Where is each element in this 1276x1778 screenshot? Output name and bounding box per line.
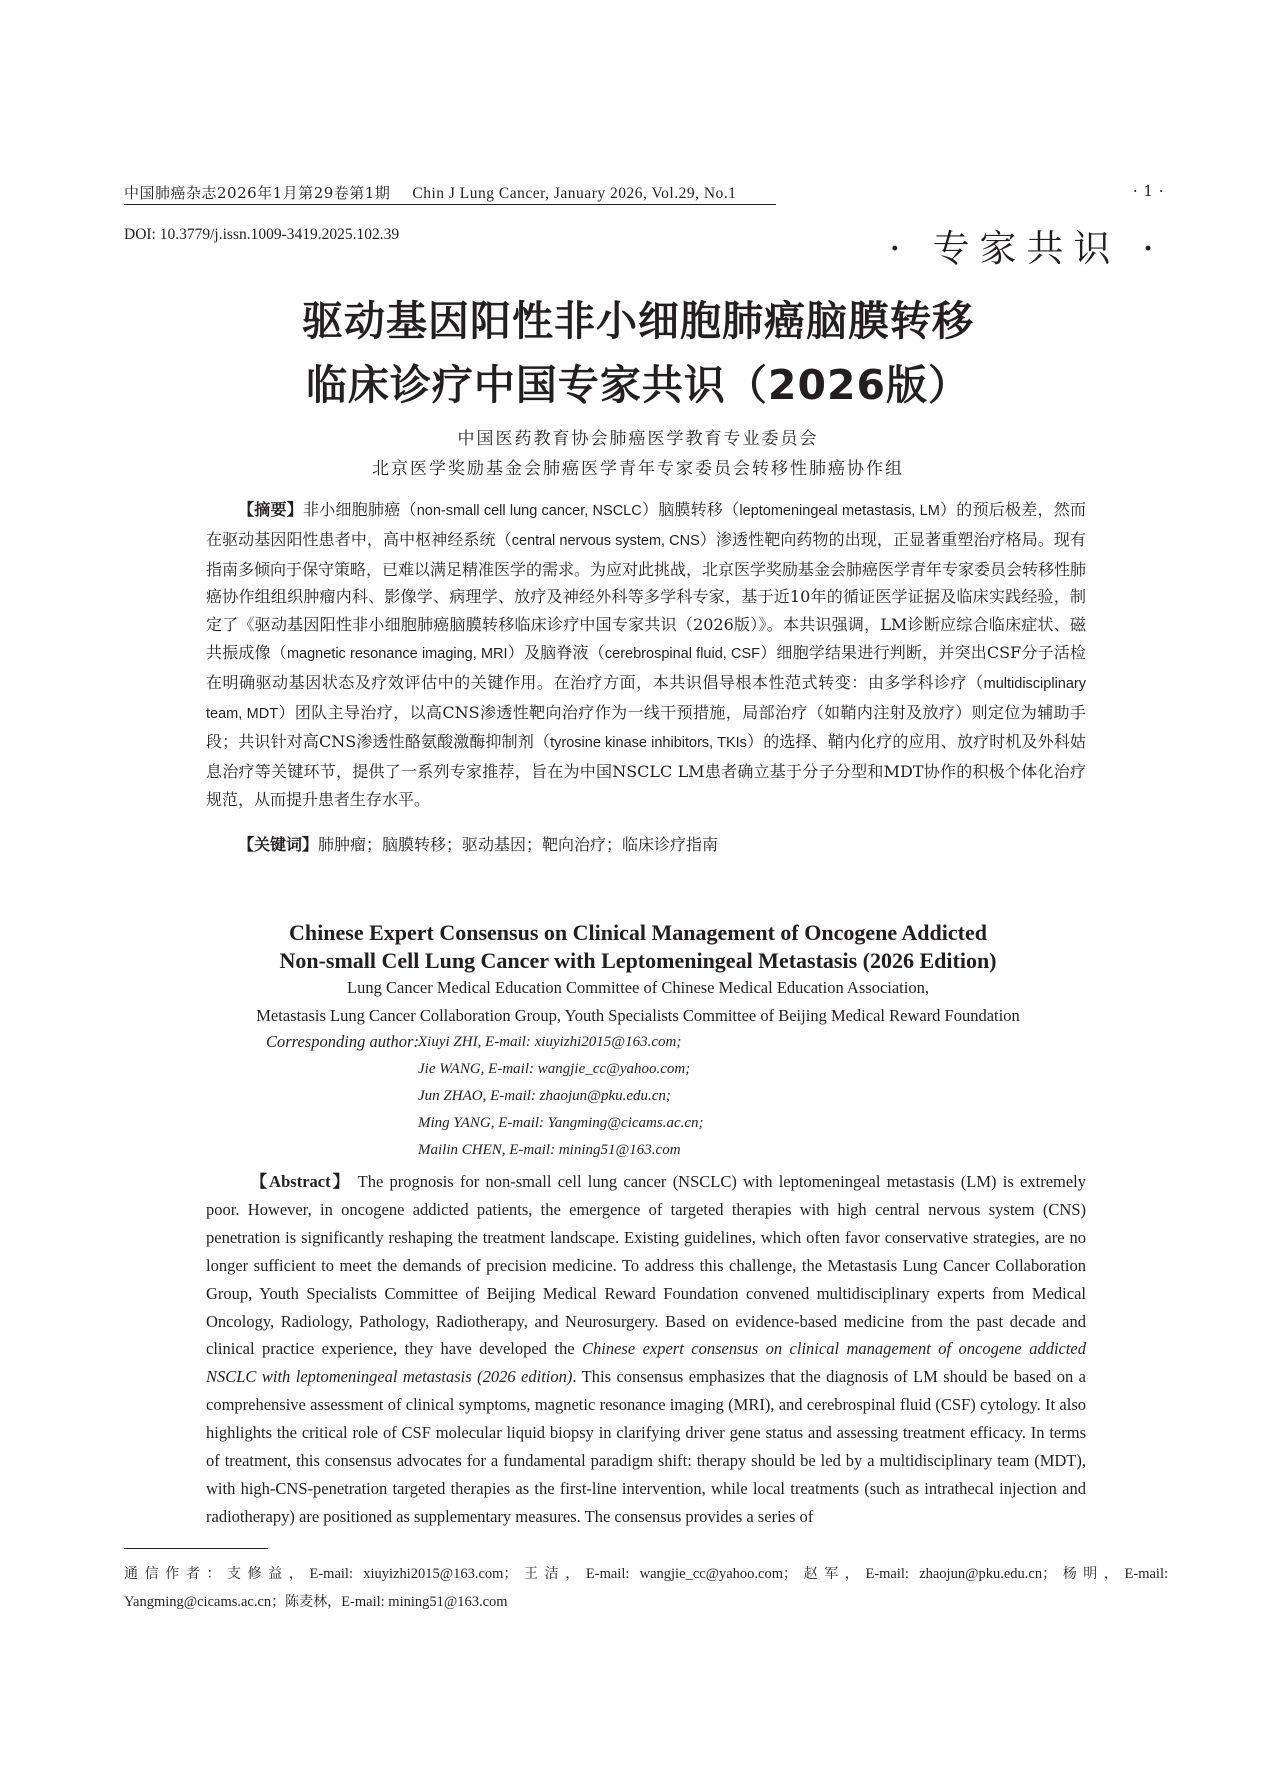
journal-name-cn: 中国肺癌杂志2026年1月第29卷第1期 (124, 184, 391, 202)
corresponding-author: Jie WANG, E-mail: wangjie_cc@yahoo.com; (418, 1061, 691, 1077)
abstract-cn-term: magnetic resonance imaging, MRI (286, 645, 508, 662)
abstract-cn-text: 非小细胞肺癌（ (302, 500, 417, 519)
abstract-cn-text: ）团队主导治疗，以高CNS渗透性靶向治疗作为一线干预措施，局部治疗（如鞘内注射及放疗）则定位为辅助手段；共识针对高CNS渗透性酪氨酸激酶抑制剂（ (206, 702, 1086, 752)
corresponding-author: Jun ZHAO, E-mail: zhaojun@pku.edu.cn; (418, 1088, 671, 1104)
abstract-cn-term: central nervous system, CNS (511, 532, 700, 549)
running-head-rule (124, 204, 776, 205)
footnote-text: ；王洁， (503, 1566, 586, 1582)
footnote-text: ；杨明， (1042, 1566, 1125, 1582)
abstract-cn (206, 496, 1086, 814)
page-number: · 1 · (1132, 182, 1164, 200)
footnote (124, 1560, 1168, 1616)
author-org-cn-1: 中国医药教育协会肺癌医学教育专业委员会 (457, 429, 819, 449)
corresponding-author: Ming YANG, E-mail: Yangming@cicams.ac.cn; (418, 1115, 704, 1131)
abstract-cn-text: ）的预后极差，然而在驱动基因阳性患者中，高中枢神经系统（ (206, 500, 1086, 549)
abstract-cn-term: multidisciplinary team, MDT (206, 675, 1086, 722)
abstract-cn-term: cerebrospinal fluid, CSF (604, 645, 761, 662)
abstract-en (206, 1168, 1086, 1531)
author-org-cn-2: 北京医学奖励基金会肺癌医学青年专家委员会转移性肺癌协作组 (372, 459, 904, 479)
title-cn-line2: 临床诊疗中国专家共识（2026版） (305, 361, 971, 409)
keywords-cn-label: 【关键词】 (238, 835, 319, 854)
affiliation-en-1: Lung Cancer Medical Education Committee of Chinese Medical Education Association, (347, 978, 929, 997)
journal-info (124, 182, 736, 203)
abstract-cn-text: ）渗透性靶向药物的出现，正显著重塑治疗格局。现有指南多倾向于保守策略，已难以满足精准医学的需求。为应对此挑战，北京医学奖励基金会肺癌医学青年专家委员会转移性肺癌协作组组织肿瘤内科、影像学、病理学、放疗及神经外科等多学科专家，基于近10年的循证医学证据及临床实践经验，制定了《驱动基因阳性非小细胞肺癌脑膜转移临床诊疗中国专家共识（2026版）》。本共识强调，LM诊断应综合临床症状、磁共振成像（ (206, 529, 1087, 662)
title-en-line1: Chinese Expert Consensus on Clinical Management of Oncogene Addicted (289, 920, 987, 945)
footnote-rule (124, 1548, 268, 1549)
footnote-email[interactable]: E-mail: xiuyizhi2015@163.com (309, 1566, 504, 1582)
title-en-line2: Non-small Cell Lung Cancer with Leptomeningeal Metastasis (2026 Edition) (279, 948, 997, 973)
keywords-cn-text: 肺肿瘤；脑膜转移；驱动基因；靶向治疗；临床诊疗指南 (318, 835, 719, 854)
affiliation-en-2: Metastasis Lung Cancer Collaboration Group, Youth Specialists Committee of Beijing Medical Reward Foundation (256, 1006, 1020, 1025)
column-tag: · 专家共识 · (888, 227, 1164, 270)
keywords-cn (206, 832, 1086, 855)
journal-name-en: Chin J Lung Cancer, January 2026, Vol.29, No.1 (412, 185, 737, 202)
abstract-en-label: 【Abstract】 (250, 1172, 352, 1191)
footnote-email[interactable]: E-mail: mining51@163.com (341, 1594, 508, 1610)
corresponding-author: Xiuyi ZHI, E-mail: xiuyizhi2015@163.com; (418, 1034, 682, 1050)
abstract-cn-text: ）的选择、鞘内化疗的应用、放疗时机及外科姑息治疗等关键环节，提供了一系列专家推荐，旨在为中国NSCLC LM患者确立基于分子分型和MDT协作的积极个体化治疗规范，从而提升患者生存水平。 (206, 732, 1086, 809)
corresponding-author: Mailin CHEN, E-mail: mining51@163.com (418, 1142, 681, 1158)
footnote-text: ；陈麦林， (271, 1594, 342, 1610)
corresponding-author-label: Corresponding author: (266, 1032, 419, 1051)
abstract-en-text: The prognosis for non-small cell lung cancer (NSCLC) with leptomeningeal metastasis (LM) is extremely poor. However, in oncogene addicted patients, the emergence of targeted therapies with high central nervous system (CNS) penetration is significantly reshaping the treatment landscape. Existing guidelines, which often favor conservative strategies, are no longer sufficient to meet the demands of precision medicine. To address this challenge, the Metastasis Lung Cancer Collaboration Group, Youth Specialists Committee of Beijing Medical Reward Foundation convened multidisciplinary experts from Medical Oncology, Radiology, Pathology, Radiotherapy, and Neurosurgery. Based on evidence-based medicine from the past decade and clinical practice experience, they have developed the (206, 1172, 1087, 1359)
abstract-cn-label: 【摘要】 (238, 500, 303, 519)
title-cn-line1: 驱动基因阳性非小细胞肺癌脑膜转移 (302, 297, 974, 345)
abstract-cn-term: non-small cell lung cancer, NSCLC (416, 503, 642, 519)
abstract-en-italic-title: Chinese expert consensus on clinical management of oncogene addicted NSCLC with leptomeningeal metastasis (2026 edition) (206, 1339, 1087, 1387)
abstract-en-text: . This consensus emphasizes that the diagnosis of LM should be based on a comprehensive assessment of clinical symptoms, magnetic resonance imaging (MRI), and cerebrospinal fluid (CSF) cytology. It also highlights the critical role of CSF molecular liquid biopsy in clarifying driver gene status and assessing treatment efficacy. In terms of treatment, this consensus advocates for a fundamental paradigm shift: therapy should be led by a multidisciplinary team (MDT), with high-CNS-penetration targeted therapies as the first-line intervention, while local treatments (such as intrathecal injection and radiotherapy) are positioned as supplementary measures. The consensus provides a series of (206, 1367, 1086, 1526)
footnote-email[interactable]: E-mail: zhaojun@pku.edu.cn (865, 1566, 1043, 1582)
footnote-email[interactable]: E-mail: wangjie_cc@yahoo.com (585, 1566, 784, 1582)
abstract-cn-term: tyrosine kinase inhibitors, TKIs (550, 735, 747, 752)
footnote-text: ；赵军， (783, 1566, 866, 1582)
abstract-cn-text: ）脑膜转移（ (641, 500, 740, 519)
abstract-cn-text: ）及脑脊液（ (507, 642, 605, 662)
abstract-cn-text: ）细胞学结果进行判断，并突出CSF分子活检在明确驱动基因状态及疗效评估中的关键作用。在治疗方面，本共识倡导根本性范式转变：由多学科诊疗（ (206, 642, 1086, 692)
running-head (124, 182, 1164, 206)
footnote-text: 通信作者：支修益， (124, 1566, 310, 1582)
abstract-cn-term: leptomeningeal metastasis, LM (739, 503, 940, 519)
footnote-email[interactable]: E-mail: Yangming@cicams.ac.cn (124, 1566, 1169, 1610)
doi[interactable]: DOI: 10.3779/j.issn.1009-3419.2025.102.39 (124, 226, 400, 243)
